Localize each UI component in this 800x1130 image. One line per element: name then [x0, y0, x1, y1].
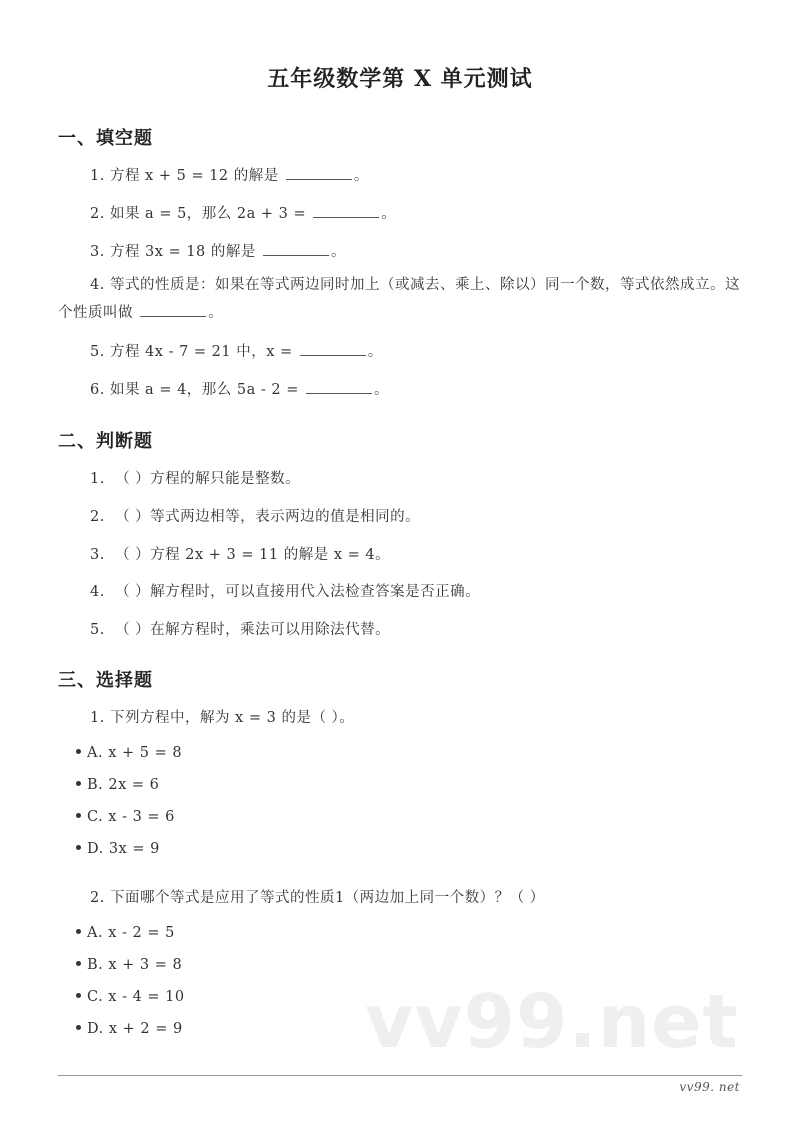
question-text: 解方程时，可以直接用代入法检查答案是否正确。 [150, 584, 481, 600]
answer-parentheses[interactable]: （ ） [115, 509, 151, 525]
answer-blank[interactable] [313, 203, 379, 218]
answer-blank[interactable] [263, 241, 329, 256]
question-number: 2. [90, 890, 105, 906]
question-end: 。 [208, 305, 224, 321]
judge-question-1 [90, 467, 300, 488]
section-heading-true-false: 二、判断题 [58, 431, 153, 452]
choice-option-a[interactable] [76, 925, 175, 941]
answer-blank[interactable] [300, 341, 366, 356]
option-text: D. x + 2 = 9 [87, 1021, 183, 1037]
option-text: D. 3x = 9 [87, 841, 160, 857]
question-number: 1. [90, 168, 105, 184]
question-number: 1. [90, 471, 105, 487]
question-text: 下面哪个等式是应用了等式的性质1（两边加上同一个数）？（ ） [109, 890, 545, 906]
answer-parentheses[interactable]: （ ） [115, 584, 151, 600]
question-text: 下列方程中，解为 x = 3 的是（ ）。 [109, 710, 355, 726]
question-end: 。 [367, 344, 383, 360]
question-text: 方程的解只能是整数。 [150, 471, 301, 487]
question-number: 4. [90, 584, 105, 600]
question-number: 2. [90, 206, 105, 222]
page-title: 五年级数学第 X 单元测试 [267, 66, 533, 92]
choice-option-c[interactable] [76, 989, 185, 1005]
question-text: 如果 a = 4，那么 5a - 2 = [109, 382, 304, 398]
bullet-icon [76, 1025, 81, 1030]
question-end: 。 [381, 206, 397, 222]
choice-option-d[interactable] [76, 841, 160, 857]
judge-question-2 [90, 505, 420, 526]
question-number: 5. [90, 344, 105, 360]
question-number: 6. [90, 382, 105, 398]
bullet-icon [76, 749, 81, 754]
choice-option-a[interactable] [76, 745, 182, 761]
question-text: 方程 2x + 3 = 11 的解是 x = 4。 [150, 547, 391, 563]
choice-option-d[interactable] [76, 1021, 183, 1037]
judge-question-3 [90, 543, 390, 564]
bullet-icon [76, 813, 81, 818]
answer-parentheses[interactable]: （ ） [115, 471, 151, 487]
question-end: 。 [353, 168, 369, 184]
question-number: 4. [90, 277, 105, 293]
fill-question-6 [90, 378, 389, 399]
answer-blank[interactable] [286, 165, 352, 180]
answer-parentheses[interactable]: （ ） [115, 622, 151, 638]
section-heading-fill-blank: 一、填空题 [58, 128, 153, 149]
question-text: 方程 4x - 7 = 21 中，x = [109, 344, 298, 360]
option-text: C. x - 3 = 6 [87, 809, 175, 825]
fill-question-2 [90, 202, 396, 223]
bullet-icon [76, 993, 81, 998]
choice-option-c[interactable] [76, 809, 175, 825]
fill-question-1 [90, 164, 369, 185]
footer-site-label: vv99. net [679, 1080, 740, 1094]
question-end: 。 [374, 382, 389, 398]
option-text: B. 2x = 6 [87, 777, 160, 793]
question-text: 等式两边相等，表示两边的值是相同的。 [150, 509, 421, 525]
bullet-icon [76, 961, 81, 966]
choice-option-b[interactable] [76, 957, 182, 973]
judge-question-5 [90, 618, 390, 639]
question-number: 1. [90, 710, 105, 726]
bullet-icon [76, 845, 81, 850]
question-number: 2. [90, 509, 105, 525]
option-text: A. x + 5 = 8 [87, 745, 183, 761]
answer-parentheses[interactable]: （ ） [115, 547, 151, 563]
question-end: 。 [331, 244, 347, 260]
footer-divider [58, 1075, 742, 1076]
answer-blank[interactable] [306, 379, 372, 394]
question-text: 在解方程时，乘法可以用除法代替。 [150, 622, 391, 638]
question-text: 如果 a = 5，那么 2a + 3 = [109, 206, 312, 222]
option-text: B. x + 3 = 8 [87, 957, 183, 973]
bullet-icon [76, 781, 81, 786]
question-number: 3. [90, 547, 105, 563]
answer-blank[interactable] [140, 302, 206, 317]
question-number: 3. [90, 244, 105, 260]
question-text: 方程 3x = 18 的解是 [109, 244, 262, 260]
section-heading-multiple-choice: 三、选择题 [58, 670, 153, 691]
judge-question-4 [90, 580, 480, 601]
watermark: vv99.net [365, 979, 739, 1065]
question-text: 等式的性质是：如果在等式两边同时加上（或减去、乘上、除以）同一个数，等式依然成立。这个性质叫做 [58, 277, 740, 321]
question-text: 方程 x + 5 = 12 的解是 [109, 168, 284, 184]
fill-question-3 [90, 240, 346, 261]
question-number: 5. [90, 622, 105, 638]
choice-question-2 [90, 886, 545, 907]
bullet-icon [76, 929, 81, 934]
option-text: A. x - 2 = 5 [87, 925, 175, 941]
option-text: C. x - 4 = 10 [87, 989, 185, 1005]
fill-question-5 [90, 340, 383, 361]
choice-question-1 [90, 706, 354, 727]
choice-option-b[interactable] [76, 777, 159, 793]
fill-question-4 [58, 271, 748, 327]
